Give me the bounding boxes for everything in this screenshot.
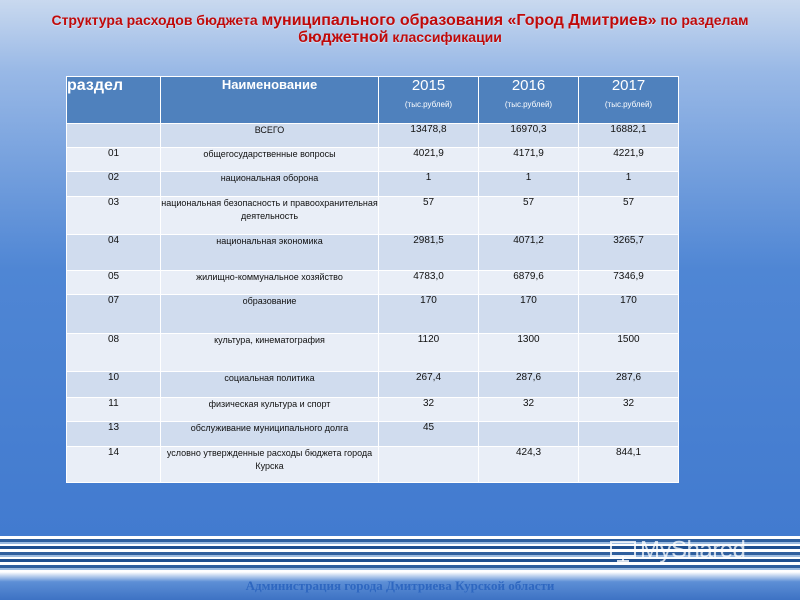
row-value-2017: 7346,9 [579, 271, 679, 295]
row-value-2017: 16882,1 [579, 124, 679, 148]
row-value-2017: 1500 [579, 333, 679, 371]
row-code: 01 [67, 148, 161, 172]
header-year-2015 [379, 77, 479, 124]
row-code [67, 124, 161, 148]
row-value-2015: 45 [379, 422, 479, 446]
row-value-2016: 6879,6 [479, 271, 579, 295]
table-row [67, 172, 679, 196]
row-value-2015: 4783,0 [379, 271, 479, 295]
presentation-board-icon [610, 540, 636, 562]
row-value-2017: 287,6 [579, 371, 679, 397]
row-value-2015: 57 [379, 196, 479, 234]
row-name: культура, кинематография [161, 333, 379, 371]
row-value-2016: 32 [479, 398, 579, 422]
row-value-2016: 1300 [479, 333, 579, 371]
header-unit-label: (тыс.рублей) [404, 100, 453, 109]
row-code: 04 [67, 234, 161, 270]
row-value-2016 [479, 422, 579, 446]
table-row [67, 371, 679, 397]
row-value-2016: 424,3 [479, 446, 579, 482]
row-name: национальная безопасность и правоохранительная деятельность [161, 196, 379, 234]
row-value-2016: 4171,9 [479, 148, 579, 172]
row-name: ВСЕГО [161, 124, 379, 148]
row-code: 02 [67, 172, 161, 196]
row-code: 10 [67, 371, 161, 397]
row-code: 05 [67, 271, 161, 295]
table-header-row [67, 77, 679, 124]
row-code: 11 [67, 398, 161, 422]
row-value-2017: 844,1 [579, 446, 679, 482]
title-part-2: муниципального образования «Город Дмитриев» [261, 12, 657, 29]
table-row [67, 124, 679, 148]
row-value-2015: 32 [379, 398, 479, 422]
table-row [67, 446, 679, 482]
row-value-2016: 170 [479, 295, 579, 333]
row-value-2015: 1120 [379, 333, 479, 371]
row-value-2017: 57 [579, 196, 679, 234]
row-value-2016: 57 [479, 196, 579, 234]
row-code: 13 [67, 422, 161, 446]
title-part-1: Структура расходов бюджета [51, 12, 262, 28]
row-code: 14 [67, 446, 161, 482]
table-row [67, 398, 679, 422]
header-year-2016 [479, 77, 579, 124]
header-year-label: 2016 [511, 77, 546, 94]
table-row [67, 333, 679, 371]
row-name: образование [161, 295, 379, 333]
row-name: общегосударственные вопросы [161, 148, 379, 172]
row-name: условно утвержденные расходы бюджета города Курска [161, 446, 379, 482]
row-value-2015: 267,4 [379, 371, 479, 397]
row-name: национальная экономика [161, 234, 379, 270]
budget-table [66, 76, 679, 483]
row-name: жилищно-коммунальное хозяйство [161, 271, 379, 295]
row-name: обслуживание муниципального долга [161, 422, 379, 446]
watermark-text: MyShared [640, 536, 746, 564]
table-row [67, 271, 679, 295]
row-name: социальная политика [161, 371, 379, 397]
row-value-2017: 170 [579, 295, 679, 333]
header-year-label: 2017 [611, 77, 646, 94]
row-value-2015: 170 [379, 295, 479, 333]
row-value-2017: 3265,7 [579, 234, 679, 270]
row-value-2016: 16970,3 [479, 124, 579, 148]
header-year-label: 2015 [411, 77, 446, 94]
row-code: 03 [67, 196, 161, 234]
row-name: физическая культура и спорт [161, 398, 379, 422]
header-razdel: раздел [67, 77, 161, 124]
row-value-2016: 287,6 [479, 371, 579, 397]
table-row [67, 234, 679, 270]
row-value-2016: 1 [479, 172, 579, 196]
row-value-2017 [579, 422, 679, 446]
header-unit-label: (тыс.рублей) [604, 100, 653, 109]
table-row [67, 148, 679, 172]
row-value-2015: 1 [379, 172, 479, 196]
row-code: 08 [67, 333, 161, 371]
row-value-2017: 32 [579, 398, 679, 422]
row-value-2015 [379, 446, 479, 482]
row-value-2017: 1 [579, 172, 679, 196]
table-row [67, 196, 679, 234]
header-year-2017 [579, 77, 679, 124]
header-name: Наименование [161, 77, 379, 124]
row-value-2015: 2981,5 [379, 234, 479, 270]
row-value-2015: 4021,9 [379, 148, 479, 172]
title-part-3: по разделам [656, 12, 749, 28]
row-value-2016: 4071,2 [479, 234, 579, 270]
table-row [67, 295, 679, 333]
watermark [610, 536, 790, 572]
title-part-5: классификации [388, 29, 502, 45]
row-value-2015: 13478,8 [379, 124, 479, 148]
slide-title [0, 12, 800, 46]
title-part-4: бюджетной [298, 29, 389, 46]
row-value-2017: 4221,9 [579, 148, 679, 172]
footer-text: Администрация города Дмитриева Курской области [245, 578, 555, 593]
table-row [67, 422, 679, 446]
row-name: национальная оборона [161, 172, 379, 196]
header-unit-label: (тыс.рублей) [504, 100, 553, 109]
row-code: 07 [67, 295, 161, 333]
